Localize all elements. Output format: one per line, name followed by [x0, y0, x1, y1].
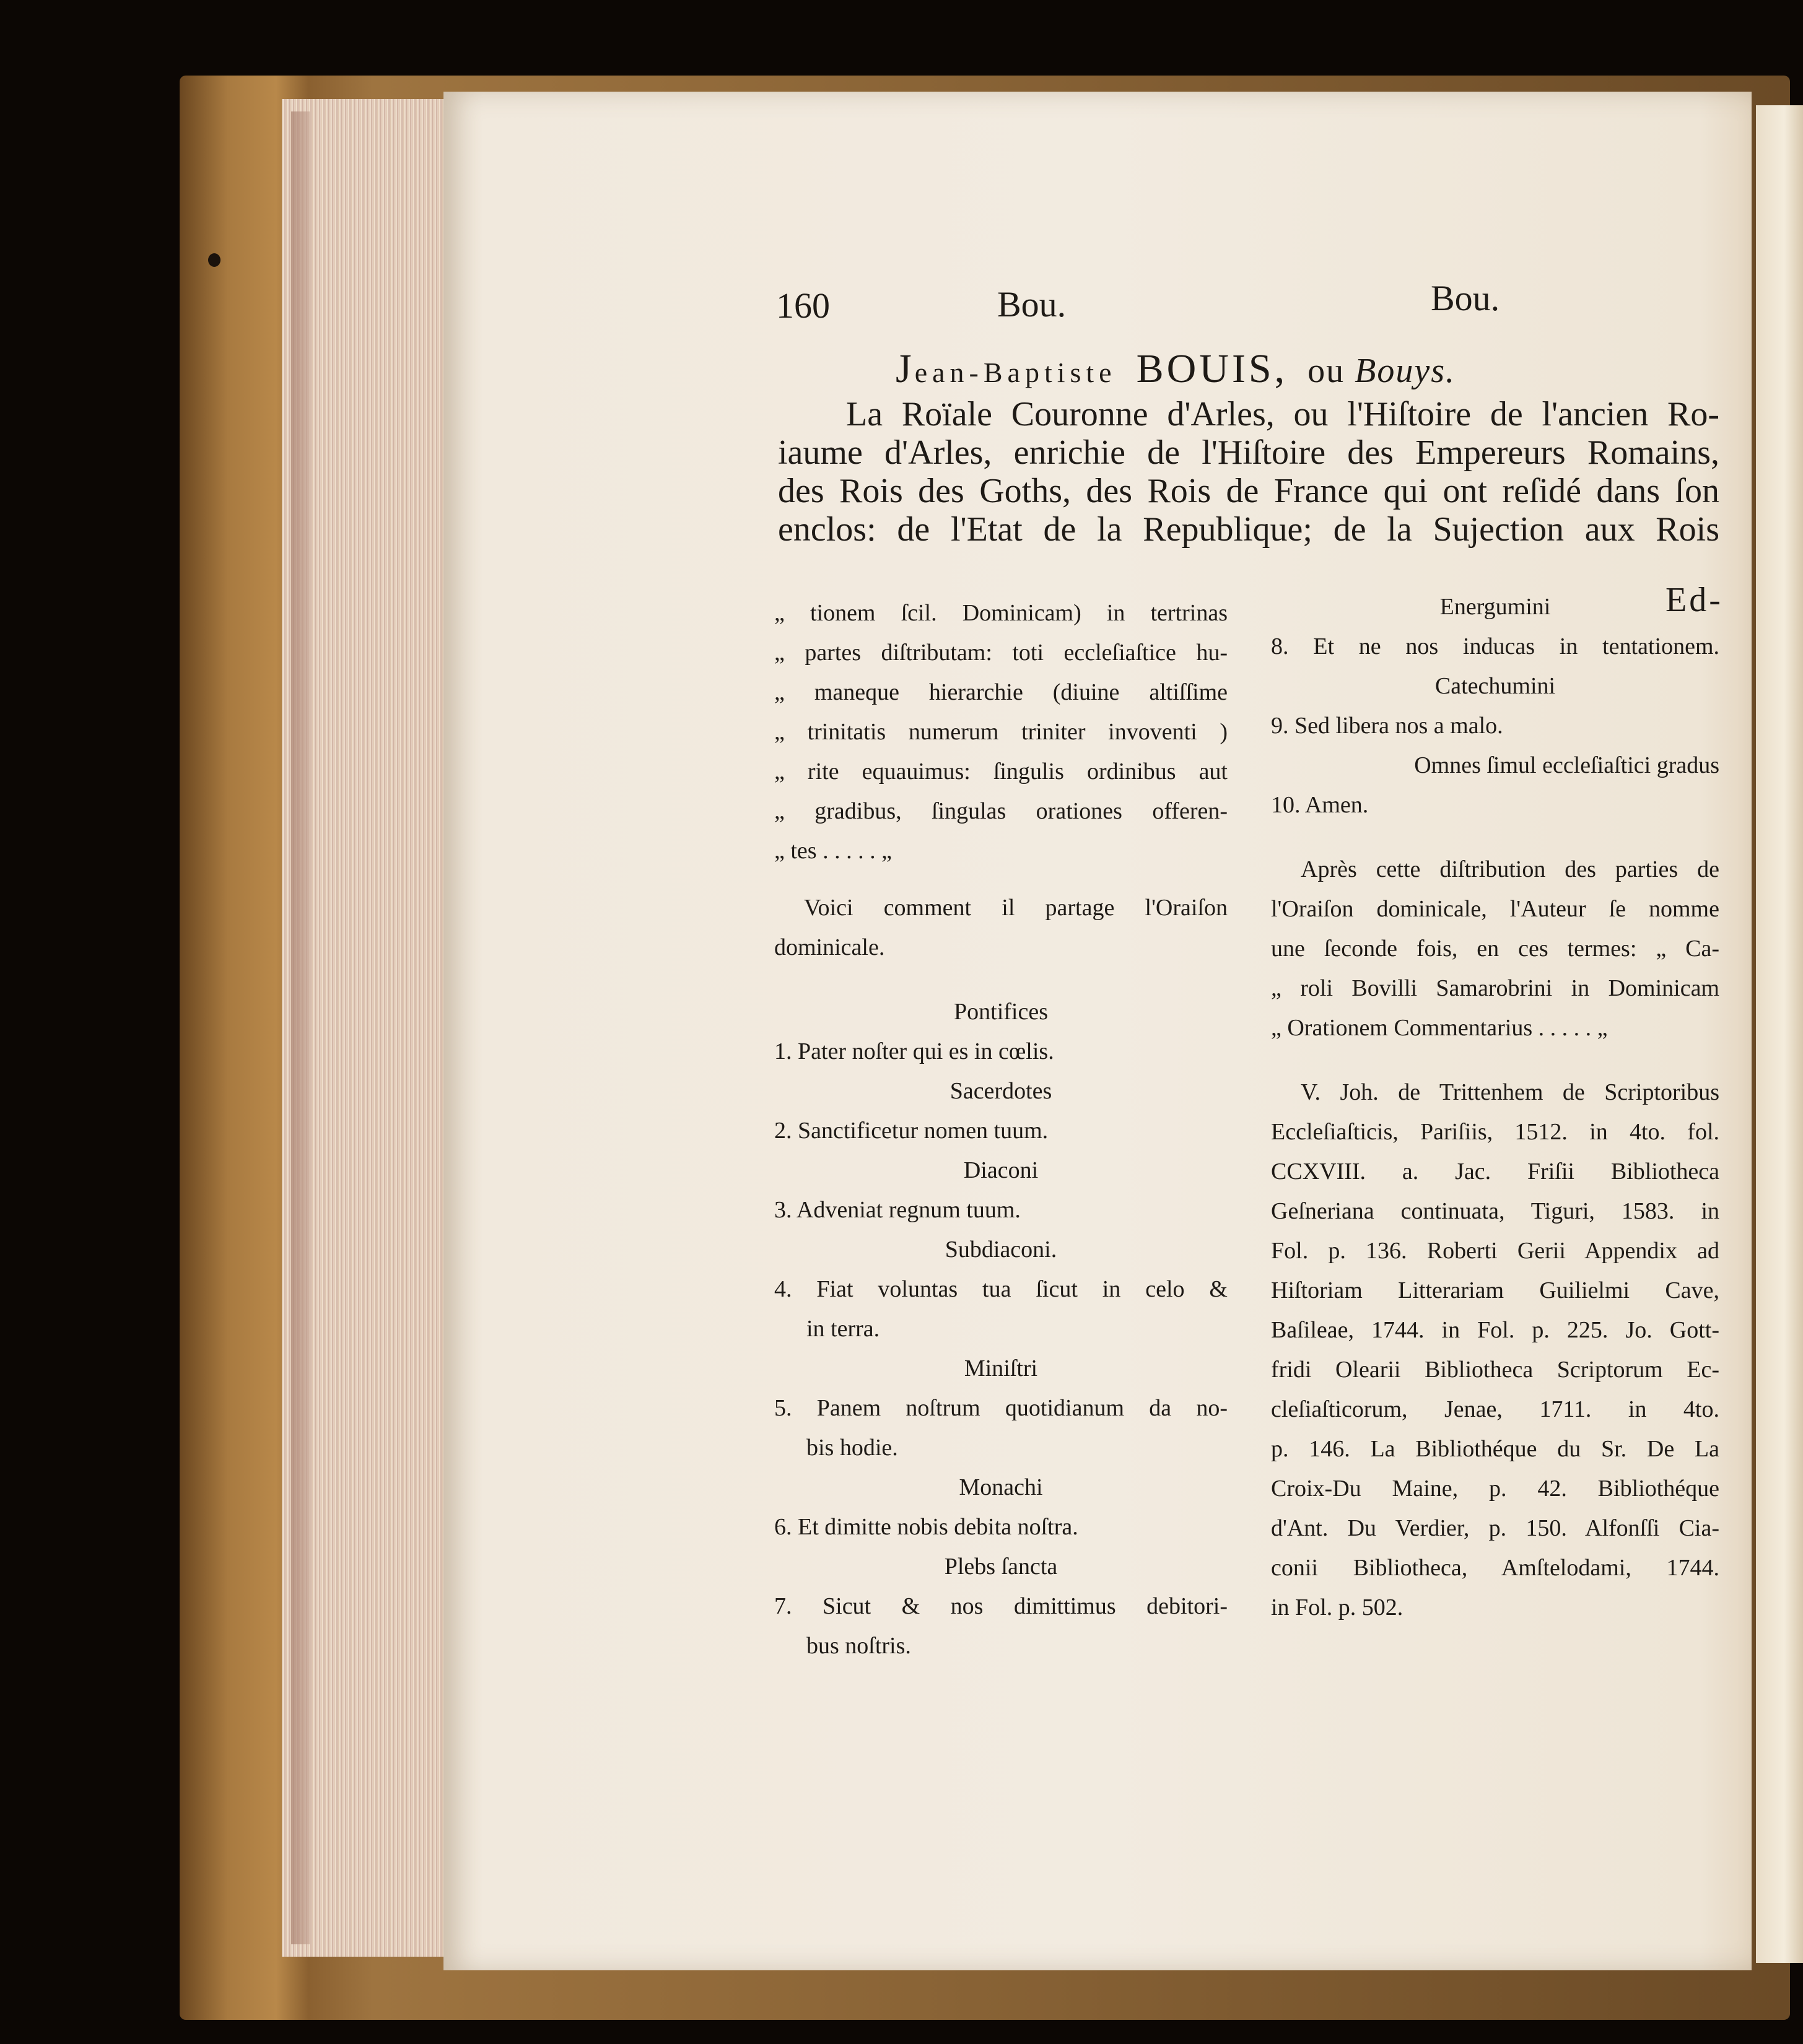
ref-line: Hiſtoriam Litterariam Guilielmi Cave,: [1271, 1277, 1719, 1303]
para-line: Voici comment il partage l'Oraiſon: [804, 895, 1228, 921]
quote-line: „ tionem ſcil. Dominicam) in tertrinas: [774, 600, 1228, 626]
order-heading: Pontifices: [954, 999, 1048, 1025]
quote-line: „ rite equauimus: ſingulis ordinibus aut: [774, 759, 1228, 785]
bookmark-dot: [208, 253, 220, 267]
title-initial: J: [896, 346, 915, 391]
ref-line: V. Joh. de Trittenhem de Scriptoribus: [1301, 1079, 1719, 1105]
left-running-head: Bou.: [997, 284, 1067, 324]
ref-line: Geſneriana continuata, Tiguri, 1583. in: [1271, 1198, 1719, 1224]
prayer-line-cont: bis hodie.: [806, 1435, 898, 1461]
intro-line: enclos: de l'Etat de la Republique; de la Sujection aux Rois: [778, 510, 1719, 549]
intro-paragraph: [778, 395, 1719, 549]
intro-line: des Rois des Goths, des Rois de France qui ont reſidé dans ſon: [778, 472, 1719, 510]
right-running-head: Bou.: [1431, 278, 1500, 318]
order-heading: Diaconi: [963, 1157, 1039, 1183]
prayer-line: 2. Sanctificetur nomen tuum.: [774, 1118, 1049, 1144]
entry-title: [896, 346, 1456, 393]
right-column: [1271, 587, 1719, 1627]
references-paragraph: [1271, 1072, 1719, 1627]
prayer-line: 6. Et dimitte nobis debita noſtra.: [774, 1514, 1078, 1540]
para-line: „ roli Bovilli Samarobrini in Dominicam: [1271, 975, 1719, 1001]
order-heading: Energumini: [1439, 594, 1551, 620]
red-page-edge: [291, 111, 310, 1944]
facing-page-edge: [1756, 105, 1803, 1963]
prayer-line: 1. Pater noſter qui es in cœlis.: [774, 1038, 1054, 1064]
para-line: l'Oraiſon dominicale, l'Auteur ſe nomme: [1271, 896, 1719, 922]
prayer-line-cont: in terra.: [806, 1316, 880, 1342]
ref-line: d'Ant. Du Verdier, p. 150. Alfonſſi Cia-: [1271, 1515, 1719, 1541]
order-heading: Catechumini: [1434, 673, 1556, 699]
title-conjunction: ou: [1308, 352, 1345, 390]
order-heading: Plebs ſancta: [944, 1554, 1058, 1580]
quote-line: „ partes diſtributam: toti eccleſiaſtice hu-: [774, 640, 1228, 666]
prayer-line-cont: bus noſtris.: [806, 1633, 911, 1659]
ref-line: Baſileae, 1744. in Fol. p. 225. Jo. Gott-: [1271, 1317, 1719, 1343]
ref-line: in Fol. p. 502.: [1271, 1594, 1404, 1620]
quote-line: „ tes . . . . . „: [774, 838, 892, 864]
order-heading: Sacerdotes: [950, 1078, 1052, 1104]
ref-line: Croix-Du Maine, p. 42. Bibliothéque: [1271, 1476, 1719, 1502]
para-line: dominicale.: [774, 934, 885, 960]
prayer-line: 5. Panem noſtrum quotidianum da no-: [774, 1395, 1228, 1421]
left-column: [774, 593, 1228, 1666]
para-line: une ſeconde fois, en ces termes: „ Ca-: [1271, 936, 1719, 962]
prayer-list-continued: [1271, 587, 1719, 825]
prayer-line: 10. Amen.: [1271, 792, 1369, 818]
intro-line: iaume d'Arles, enrichie de l'Hiſtoire des Empereurs Romains,: [778, 433, 1719, 472]
title-surname: BOUIS,: [1136, 346, 1288, 391]
ref-line: CCXVIII. a. Jac. Friſii Bibliotheca: [1271, 1159, 1719, 1185]
quote-line: „ maneque hierarchie (diuine altiſſime: [774, 679, 1228, 705]
author-naming-paragraph: [1271, 850, 1719, 1048]
prayer-line: 8. Et ne nos inducas in tentationem.: [1271, 633, 1720, 659]
ref-line: cleſiaſticorum, Jenae, 1711. in 4to.: [1271, 1396, 1719, 1422]
prayer-line: 4. Fiat voluntas tua ſicut in celo &: [774, 1276, 1228, 1302]
title-alt-name: Bouys.: [1355, 352, 1456, 390]
partition-paragraph: [774, 888, 1228, 967]
quote-line: „ gradibus, ſingulas orationes offeren-: [774, 798, 1228, 824]
prayer-line: 9. Sed libera nos a malo.: [1271, 713, 1503, 739]
catchword: Ed-: [1665, 581, 1723, 619]
ref-line: Fol. p. 136. Roberti Gerii Appendix ad: [1271, 1238, 1719, 1264]
prayer-line: 7. Sicut & nos dimittimus debitori-: [774, 1593, 1228, 1619]
para-line: Après cette diſtribution des parties de: [1301, 856, 1719, 882]
ref-line: conii Bibliotheca, Amſtelodami, 1744.: [1271, 1555, 1719, 1581]
para-line: „ Orationem Commentarius . . . . . „: [1271, 1015, 1608, 1041]
ref-line: Eccleſiaſticis, Pariſiis, 1512. in 4to. fol.: [1271, 1119, 1719, 1145]
quote-line: „ trinitatis numerum triniter invoventi ): [774, 719, 1228, 745]
prayer-line: 3. Adveniat regnum tuum.: [774, 1197, 1021, 1223]
ref-line: p. 146. La Bibliothéque du Sr. De La: [1271, 1436, 1719, 1462]
order-heading: Subdiaconi.: [945, 1237, 1057, 1263]
order-heading: Monachi: [959, 1474, 1043, 1500]
order-heading: Miniſtri: [964, 1355, 1038, 1381]
page-number: 160: [776, 285, 830, 326]
ref-line: fridi Olearii Bibliotheca Scriptorum Ec-: [1271, 1357, 1719, 1383]
quote-block: [774, 593, 1228, 871]
order-heading: Omnes ſimul eccleſiaſtici gradus: [1414, 752, 1719, 778]
prayer-list: [774, 992, 1228, 1666]
title-first-name: ean-Baptiste: [914, 357, 1117, 388]
intro-line: La Roïale Couronne d'Arles, ou l'Hiſtoire de l'ancien Ro-: [846, 395, 1719, 433]
book-page: [443, 92, 1752, 1970]
